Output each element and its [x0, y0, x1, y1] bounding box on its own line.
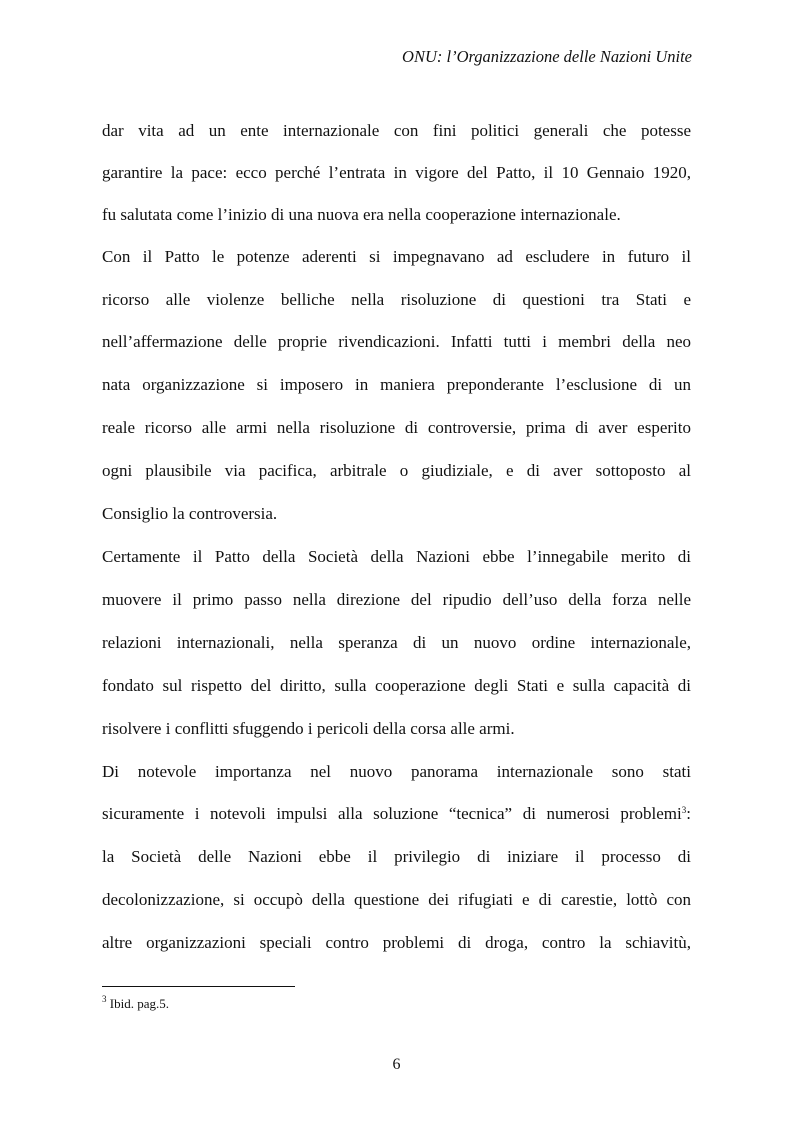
- text-line: reale ricorso alle armi nella risoluzione di controversie, prima di aver esperito: [102, 418, 691, 437]
- footnote-marker: 3: [102, 994, 107, 1004]
- text-line: la Società delle Nazioni ebbe il privilegio di iniziare il processo di: [102, 847, 691, 866]
- footnote: [102, 996, 169, 1012]
- running-header: ONU: l’Organizzazione delle Nazioni Unite: [402, 47, 692, 66]
- text-line: relazioni internazionali, nella speranza di un nuovo ordine internazionale,: [102, 633, 691, 652]
- text-line: ogni plausibile via pacifica, arbitrale o giudiziale, e di aver sottoposto al: [102, 461, 691, 480]
- text-line: sicuramente i notevoli impulsi alla soluzione “tecnica” di numerosi problemi: [102, 804, 682, 823]
- page-number: 6: [392, 1056, 401, 1073]
- text-line: decolonizzazione, si occupò della questione dei rifugiati e di carestie, lottò con: [102, 890, 691, 909]
- footnote-reference: 3: [681, 805, 687, 815]
- text-line: altre organizzazioni speciali contro problemi di droga, contro la schiavitù,: [102, 933, 691, 952]
- text-line: fu salutata come l’inizio di una nuova era nella cooperazione internazionale.: [102, 205, 621, 224]
- text-line-with-footnote: [102, 803, 691, 825]
- text-line: Con il Patto le potenze aderenti si impegnavano ad escludere in futuro il: [102, 247, 691, 266]
- text-line: Di notevole importanza nel nuovo panorama internazionale sono stati: [102, 762, 691, 781]
- text-line: dar vita ad un ente internazionale con fini politici generali che potesse: [102, 121, 691, 140]
- text-line: muovere il primo passo nella direzione del ripudio dell’uso della forza nelle: [102, 590, 691, 609]
- text-line: Certamente il Patto della Società della Nazioni ebbe l’innegabile merito di: [102, 547, 691, 566]
- text-line: nata organizzazione si imposero in maniera preponderante l’esclusione di un: [102, 375, 691, 394]
- footnote-divider: [102, 986, 295, 987]
- text-line: garantire la pace: ecco perché l’entrata in vigore del Patto, il 10 Gennaio 1920,: [102, 163, 691, 182]
- text-line: Consiglio la controversia.: [102, 504, 278, 523]
- text-line: risolvere i conflitti sfuggendo i pericoli della corsa alle armi.: [102, 719, 515, 738]
- footnote-text: Ibid. pag.5.: [109, 996, 169, 1011]
- text-line: nell’affermazione delle proprie rivendicazioni. Infatti tutti i membri della neo: [102, 332, 691, 351]
- text-line: ricorso alle violenze belliche nella risoluzione di questioni tra Stati e: [102, 290, 691, 309]
- text-line: fondato sul rispetto del diritto, sulla cooperazione degli Stati e sulla capacità di: [102, 676, 691, 695]
- line-punctuation: :: [686, 804, 691, 823]
